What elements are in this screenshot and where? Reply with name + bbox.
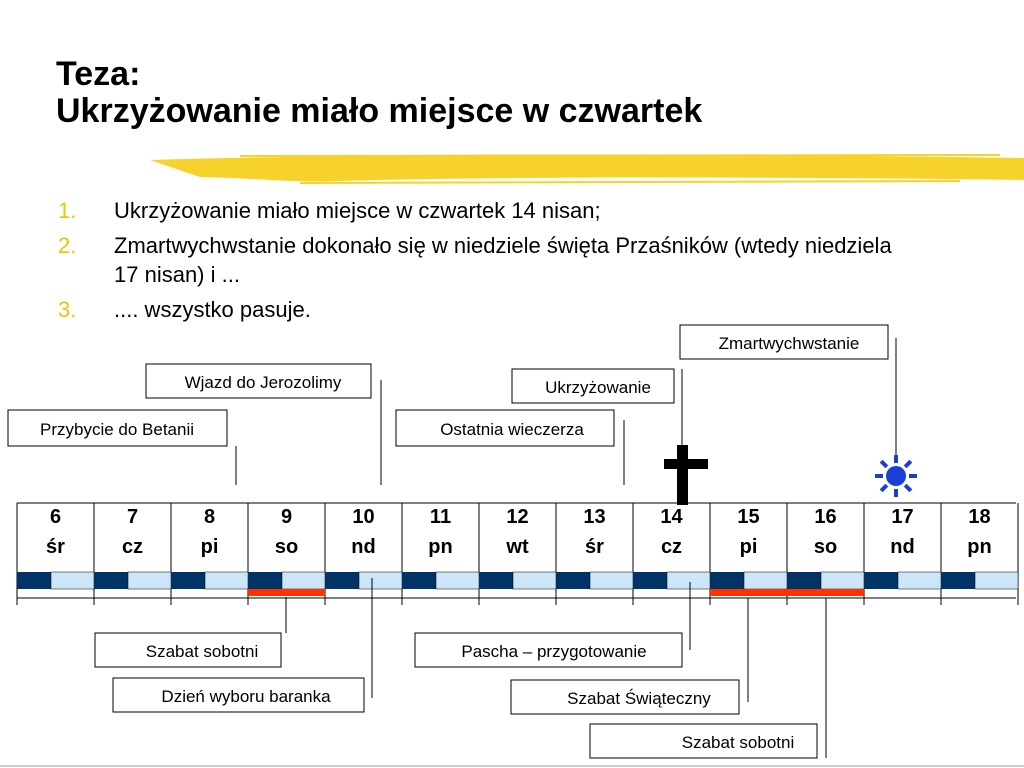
day-number: 18 xyxy=(968,506,991,528)
day-number: 13 xyxy=(583,506,606,528)
night-segment xyxy=(787,572,821,589)
night-segment xyxy=(710,572,744,589)
day-abbr: wt xyxy=(506,536,529,558)
day-labels xyxy=(46,506,992,558)
day-segment xyxy=(590,572,633,589)
day-abbr: śr xyxy=(585,536,604,558)
day-number: 15 xyxy=(737,506,760,528)
day-abbr: so xyxy=(813,536,838,558)
day-segment xyxy=(821,572,864,589)
point-text: .... wszystko pasuje. xyxy=(114,297,311,322)
point-number: 3. xyxy=(58,297,77,322)
night-segment xyxy=(402,572,436,589)
day-segment xyxy=(898,572,941,589)
day-abbr: cz xyxy=(660,536,683,558)
day-number: 9 xyxy=(280,506,293,528)
day-number: 12 xyxy=(506,506,529,528)
day-abbr: so xyxy=(274,536,299,558)
night-segment xyxy=(248,572,282,589)
day-abbr: pi xyxy=(739,536,758,558)
day-abbr: nd xyxy=(890,536,915,558)
event-swiateczny-label: Szabat Świąteczny xyxy=(567,689,711,708)
event-zmartwychwstanie xyxy=(680,325,888,359)
sabbath-bar xyxy=(710,589,787,596)
event-betania-label: Przybycie do Betanii xyxy=(39,420,195,439)
event-szabat2-label: Szabat sobotni xyxy=(681,733,795,752)
night-segment xyxy=(94,572,128,589)
title-line-2: Ukrzyżowanie miało miejsce w czwartek xyxy=(56,92,703,130)
night-segment xyxy=(864,572,898,589)
cross-icon xyxy=(664,445,708,505)
event-szabat-sobotni-2 xyxy=(590,724,817,758)
day-number: 16 xyxy=(814,506,837,528)
day-abbr: pn xyxy=(967,536,992,558)
event-betania xyxy=(8,410,227,446)
day-number: 8 xyxy=(203,506,216,528)
day-abbr: cz xyxy=(121,536,144,558)
night-segment xyxy=(325,572,359,589)
day-number: 14 xyxy=(660,506,683,528)
night-segment xyxy=(171,572,205,589)
point-number: 1. xyxy=(58,198,77,223)
day-number: 17 xyxy=(891,506,914,528)
event-pascha xyxy=(415,633,682,667)
point-text: Zmartwychwstanie dokonało się w niedziele święta Przaśników (wtedy niedziela 17 nisan) i ... xyxy=(114,233,892,287)
event-jerozolima xyxy=(146,364,371,398)
event-wieczerza-label: Ostatnia wieczerza xyxy=(440,420,584,439)
night-segment xyxy=(941,572,975,589)
day-abbr: pi xyxy=(200,536,219,558)
day-number: 10 xyxy=(352,506,375,528)
event-ukrzyzowanie xyxy=(512,369,674,403)
night-segment xyxy=(17,572,51,589)
day-number: 7 xyxy=(126,506,139,528)
point-number: 2. xyxy=(58,233,77,258)
event-baranek-label: Dzień wyboru baranka xyxy=(161,687,331,706)
night-segment xyxy=(479,572,513,589)
day-segment xyxy=(744,572,787,589)
point-text: Ukrzyżowanie miało miejsce w czwartek 14 nisan; xyxy=(114,198,601,223)
sabbath-bar xyxy=(248,589,325,596)
day-night-bar xyxy=(17,572,1018,589)
day-number: 6 xyxy=(49,506,62,528)
sabbath-bar xyxy=(787,589,864,596)
night-segment xyxy=(633,572,667,589)
day-segment xyxy=(128,572,171,589)
event-dzien-wyboru-baranka xyxy=(113,678,364,712)
day-segment xyxy=(282,572,325,589)
event-jerozolima-label: Wjazd do Jerozolimy xyxy=(184,373,342,392)
night-segment xyxy=(556,572,590,589)
event-wieczerza xyxy=(396,410,614,446)
title-line-1: Teza: xyxy=(56,55,141,93)
event-szabat-swiateczny xyxy=(511,680,739,714)
day-segment xyxy=(51,572,94,589)
day-segment xyxy=(205,572,248,589)
event-szabat1-label: Szabat sobotni xyxy=(145,642,259,661)
event-zmartwychwstanie-label: Zmartwychwstanie xyxy=(718,334,860,353)
day-abbr: śr xyxy=(46,536,65,558)
event-pascha-label: Pascha – przygotowanie xyxy=(461,642,647,661)
day-abbr: nd xyxy=(351,536,376,558)
sun-icon xyxy=(875,455,917,497)
day-segment xyxy=(359,572,402,589)
event-szabat-sobotni-1 xyxy=(95,633,281,667)
day-abbr: pn xyxy=(428,536,453,558)
event-ukrzyzowanie-label: Ukrzyżowanie xyxy=(545,378,651,397)
day-segment xyxy=(436,572,479,589)
day-segment xyxy=(975,572,1018,589)
day-number: 11 xyxy=(429,506,452,528)
day-segment xyxy=(667,572,710,589)
day-segment xyxy=(513,572,556,589)
